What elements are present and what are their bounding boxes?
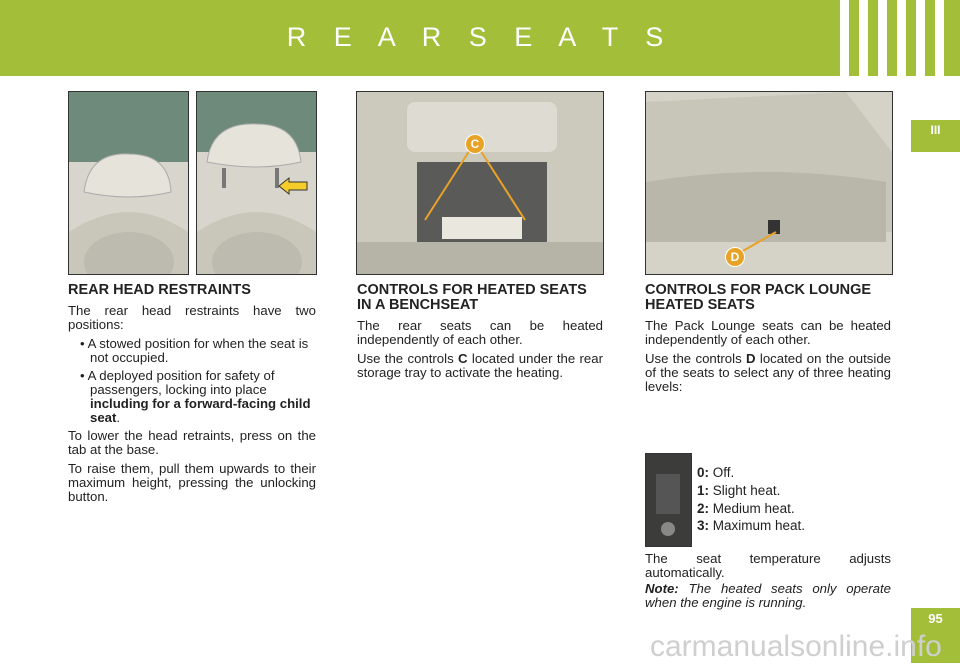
control-d-marker: D: [725, 247, 745, 267]
paragraph: The rear seats can be heated independently of each other.: [357, 318, 603, 347]
note: Note: The heated seats only operate when the engine is running.: [645, 581, 891, 610]
section-heading: CONTROLS FOR PACK LOUNGE HEATED SEATS: [645, 282, 872, 313]
list-item: • A deployed position for safety of passengers, locking into place including for a forward-facing child seat.: [80, 368, 311, 425]
head-restraint-deployed-photo: [196, 91, 317, 275]
heating-switch-photo: [645, 453, 692, 547]
seat-heat-icon: [661, 522, 675, 536]
paragraph: Use the controls D located on the outside of the seats to select any of three heating levels:: [645, 351, 891, 394]
page-number: 95: [911, 608, 960, 663]
column-benchseat: [357, 283, 603, 385]
paragraph: To lower the head retraints, press on the tab at the base.: [68, 428, 316, 457]
paragraph: The seat temperature adjusts automatically.: [645, 551, 891, 580]
column-pack-lounge: [645, 283, 891, 399]
level-0: 0: Off.: [697, 465, 735, 480]
pack-lounge-footer: [645, 552, 891, 615]
chapter-tab[interactable]: III: [911, 120, 960, 152]
paragraph: To raise them, pull them upwards to their maximum height, pressing the unlocking button.: [68, 461, 316, 504]
list-item: • A stowed position for when the seat is not occupied.: [80, 336, 309, 365]
control-c-marker: C: [465, 134, 485, 154]
column-head-restraints: [68, 283, 316, 509]
page-title: R E A R S E A T S: [286, 22, 674, 52]
section-heading: CONTROLS FOR HEATED SEATS IN A BENCHSEAT: [357, 282, 587, 313]
header-stripes: [840, 0, 960, 76]
pack-lounge-controls-photo: [645, 91, 893, 275]
paragraph: Use the controls C located under the rear storage tray to activate the heating.: [357, 351, 603, 380]
level-2: 2: Medium heat.: [697, 501, 795, 516]
benchseat-controls-photo: [356, 91, 604, 275]
section-heading: REAR HEAD RESTRAINTS: [68, 282, 251, 298]
level-3: 3: Maximum heat.: [697, 518, 806, 533]
paragraph: The rear head restraints have two positions:: [68, 303, 316, 332]
paragraph: The Pack Lounge seats can be heated independently of each other.: [645, 318, 891, 347]
level-1: 1: Slight heat.: [697, 483, 781, 498]
watermark: carmanualsonline.info: [650, 630, 942, 663]
head-restraint-stowed-photo: [68, 91, 189, 275]
